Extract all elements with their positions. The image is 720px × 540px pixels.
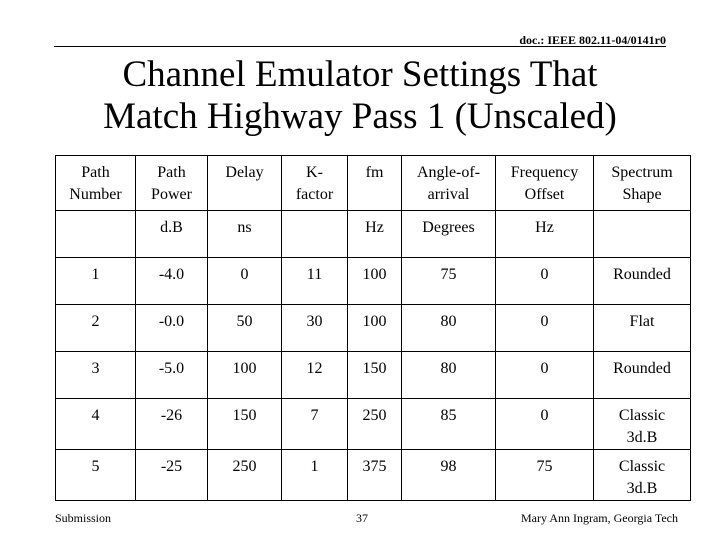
- cell-fm: 100: [348, 305, 402, 352]
- table-row: [56, 305, 691, 352]
- cell-path-number: 5: [56, 450, 136, 501]
- cell-fm: 375: [348, 450, 402, 501]
- cell-delay: 50: [208, 305, 282, 352]
- table-row: [56, 399, 691, 450]
- cell-delay: 0: [208, 258, 282, 305]
- header-fm: fm: [348, 156, 402, 211]
- cell-path-number: 1: [56, 258, 136, 305]
- cell-path-power: -5.0: [136, 352, 208, 399]
- cell-path-power: -0.0: [136, 305, 208, 352]
- cell-k-factor: 30: [282, 305, 348, 352]
- cell-fm: 150: [348, 352, 402, 399]
- cell-frequency-offset: 0: [496, 352, 594, 399]
- header-divider: [54, 46, 666, 47]
- header-delay: Delay: [208, 156, 282, 211]
- header-path-power: Path Power: [136, 156, 208, 211]
- cell-k-factor: 1: [282, 450, 348, 501]
- channel-settings-table: [55, 155, 691, 501]
- cell-frequency-offset: 75: [496, 450, 594, 501]
- header-row: [56, 156, 691, 211]
- slide-title: [0, 54, 720, 138]
- table-row: [56, 258, 691, 305]
- cell-spectrum-shape: Classic 3d.B: [594, 399, 691, 450]
- cell-path-power: -26: [136, 399, 208, 450]
- unit-spectrum-shape: [594, 211, 691, 258]
- header-path-number: Path Number: [56, 156, 136, 211]
- cell-spectrum-shape: Rounded: [594, 258, 691, 305]
- document-id: doc.: IEEE 802.11-04/0141r0: [519, 33, 666, 47]
- cell-angle-of-arrival: 98: [402, 450, 496, 501]
- cell-path-number: 4: [56, 399, 136, 450]
- header-k-factor: K- factor: [282, 156, 348, 211]
- cell-spectrum-shape: Rounded: [594, 352, 691, 399]
- cell-path-power: -4.0: [136, 258, 208, 305]
- table-row: [56, 450, 691, 501]
- cell-angle-of-arrival: 80: [402, 352, 496, 399]
- cell-delay: 150: [208, 399, 282, 450]
- cell-frequency-offset: 0: [496, 399, 594, 450]
- cell-fm: 250: [348, 399, 402, 450]
- unit-path-number: [56, 211, 136, 258]
- unit-delay: ns: [208, 211, 282, 258]
- cell-angle-of-arrival: 85: [402, 399, 496, 450]
- slide-title-line-1: Channel Emulator Settings That: [122, 54, 598, 95]
- unit-frequency-offset: Hz: [496, 211, 594, 258]
- cell-k-factor: 11: [282, 258, 348, 305]
- slide-title-line-2: Match Highway Pass 1 (Unscaled): [103, 96, 617, 137]
- cell-fm: 100: [348, 258, 402, 305]
- header-frequency-offset: Frequency Offset: [496, 156, 594, 211]
- cell-frequency-offset: 0: [496, 258, 594, 305]
- cell-path-number: 3: [56, 352, 136, 399]
- cell-spectrum-shape: Flat: [594, 305, 691, 352]
- unit-fm: Hz: [348, 211, 402, 258]
- cell-angle-of-arrival: 80: [402, 305, 496, 352]
- cell-k-factor: 12: [282, 352, 348, 399]
- cell-angle-of-arrival: 75: [402, 258, 496, 305]
- cell-path-power: -25: [136, 450, 208, 501]
- unit-angle-of-arrival: Degrees: [402, 211, 496, 258]
- cell-k-factor: 7: [282, 399, 348, 450]
- footer-page-number: 37: [356, 511, 368, 525]
- cell-path-number: 2: [56, 305, 136, 352]
- cell-delay: 250: [208, 450, 282, 501]
- cell-spectrum-shape: Classic 3d.B: [594, 450, 691, 501]
- header-angle-of-arrival: Angle-of- arrival: [402, 156, 496, 211]
- units-row: [56, 211, 691, 258]
- unit-path-power: d.B: [136, 211, 208, 258]
- cell-delay: 100: [208, 352, 282, 399]
- cell-frequency-offset: 0: [496, 305, 594, 352]
- footer-author: Mary Ann Ingram, Georgia Tech: [520, 511, 678, 525]
- footer-submission: Submission: [55, 511, 112, 525]
- unit-k-factor: [282, 211, 348, 258]
- header-spectrum-shape: Spectrum Shape: [594, 156, 691, 211]
- table-row: [56, 352, 691, 399]
